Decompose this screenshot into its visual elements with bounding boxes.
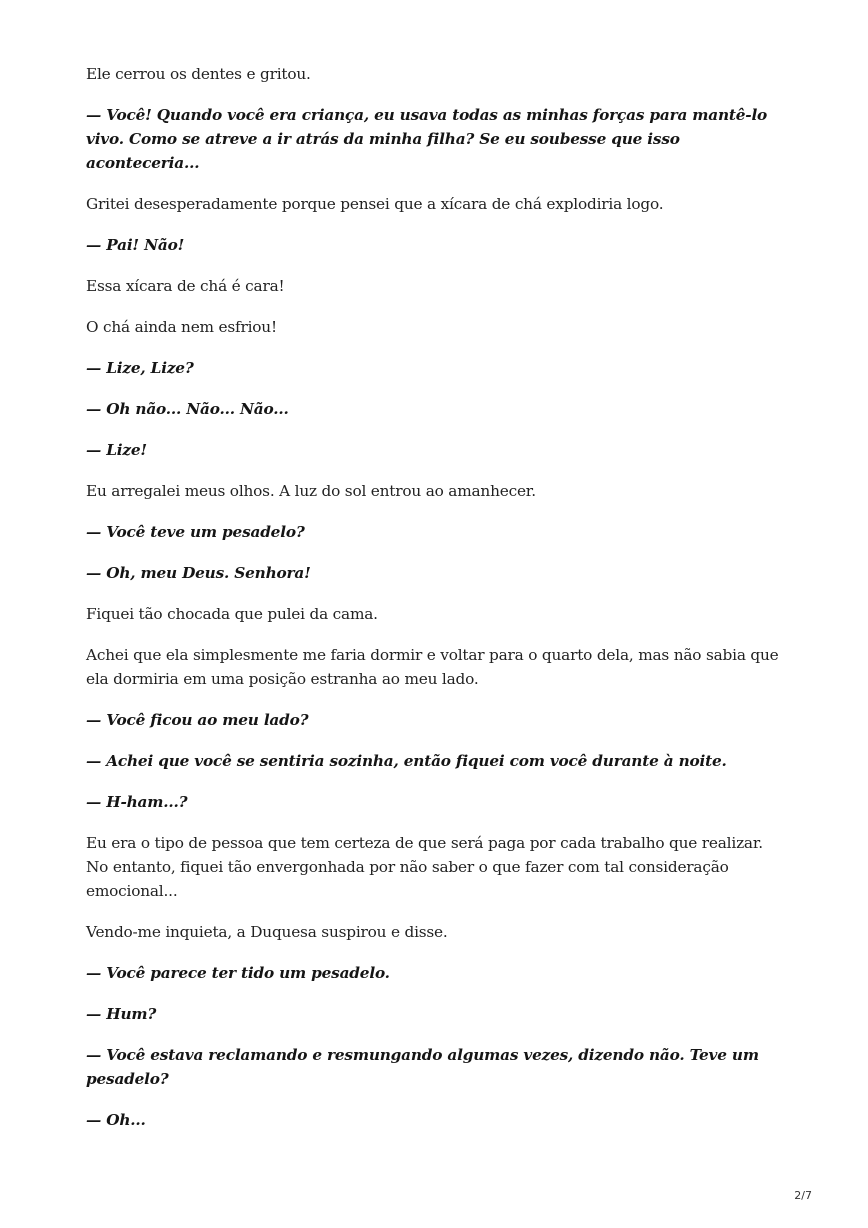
narration-paragraph: Fiquei tão chocada que pulei da cama. [86,605,378,623]
dialogue-paragraph: — Hum? [86,1005,157,1023]
page-number: 2/7 [794,1189,812,1202]
dialogue-paragraph: — Pai! Não! [86,236,185,254]
dialogue-paragraph: — H-ham...? [86,793,188,811]
narration-paragraph: Ele cerrou os dentes e gritou. [86,65,311,83]
dialogue-paragraph: — Lize! [86,441,147,459]
dialogue-paragraph: — Achei que você se sentiria sozinha, então fiquei com você durante à noite. [86,752,727,770]
dialogue-paragraph: — Oh não... Não... Não... [86,400,289,418]
dialogue-paragraph: — Você! Quando você era criança, eu usava todas as minhas forças para mantê-lo vivo. Como se atreve a ir atrás da minha filha? Se eu soubesse que isso aconteceria... [86,106,768,172]
dialogue-paragraph: — Você estava reclamando e resmungando algumas vezes, dizendo não. Teve um pesadelo? [86,1046,759,1088]
narration-paragraph: Achei que ela simplesmente me faria dormir e voltar para o quarto dela, mas não sabia que ela dormiria em uma posição estranha ao meu lado. [86,646,779,688]
dialogue-paragraph: — Lize, Lize? [86,359,194,377]
dialogue-paragraph: — Oh... [86,1111,146,1129]
narration-paragraph: Gritei desesperadamente porque pensei que a xícara de chá explodiria logo. [86,195,664,213]
narration-paragraph: Eu arregalei meus olhos. A luz do sol entrou ao amanhecer. [86,482,536,500]
document-page [86,62,786,1149]
dialogue-paragraph: — Oh, meu Deus. Senhora! [86,564,311,582]
narration-paragraph: Essa xícara de chá é cara! [86,277,285,295]
narration-paragraph: Vendo-me inquieta, a Duquesa suspirou e disse. [86,923,448,941]
dialogue-paragraph: — Você ficou ao meu lado? [86,711,309,729]
narration-paragraph: Eu era o tipo de pessoa que tem certeza de que será paga por cada trabalho que realizar. No entanto, fiquei tão envergonhada por não saber o que fazer com tal consideração emocional... [86,834,763,900]
dialogue-paragraph: — Você parece ter tido um pesadelo. [86,964,390,982]
dialogue-paragraph: — Você teve um pesadelo? [86,523,305,541]
narration-paragraph: O chá ainda nem esfriou! [86,318,277,336]
